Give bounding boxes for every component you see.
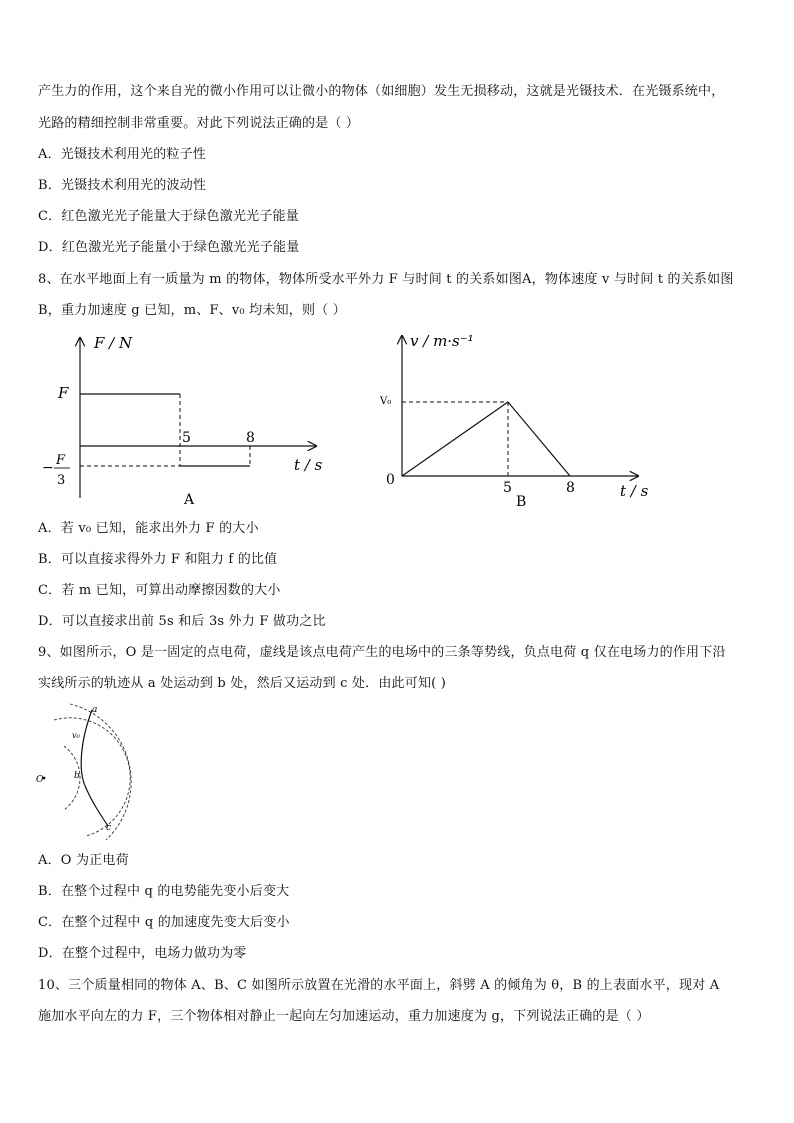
q9-option-a: A．O 为正电荷 — [38, 853, 129, 868]
q9-line2: 实线所示的轨迹从 a 处运动到 b 处，然后又运动到 c 处．由此可知( ) — [38, 676, 447, 691]
label-c: c — [106, 823, 112, 833]
figb-peak-label: V₀ — [380, 396, 392, 407]
figa-low-den: 3 — [57, 473, 66, 488]
q8-line2: B，重力加速度 g 已知，m、F、v₀ 均未知，则（ ） — [38, 303, 346, 318]
figa-level-high: F — [58, 384, 69, 402]
q7-line1: 产生力的作用，这个来自光的微小作用可以让微小的物体（如细胞）发生无损移动，这就是光镊技术．在光镊系统中， — [38, 84, 725, 99]
figb-tick-8: 8 — [566, 480, 575, 496]
figa-tick-8: 8 — [246, 430, 255, 446]
q8-line1: 8、在水平地面上有一质量为 m 的物体，物体所受水平外力 F 与时间 t 的关系如图A，物体速度 v 与时间 t 的关系如图 — [38, 272, 734, 287]
figure-b-velocity-time — [380, 326, 660, 512]
figb-decel-segment — [508, 402, 570, 476]
figure-equipotential-trajectory — [36, 702, 136, 842]
q7-option-d: D．红色激光光子能量小于绿色激光光子能量 — [38, 240, 300, 255]
q9-option-c: C．在整个过程中 q 的加速度先变大后变小 — [38, 915, 290, 930]
q10-line2: 施加水平向左的力 F，三个物体相对静止一起向左匀加速运动，重力加速度为 g，下列说法正确的是（ ） — [38, 1009, 650, 1024]
q8-option-a: A．若 v₀ 已知，能求出外力 F 的大小 — [38, 521, 259, 536]
label-v0: v₀ — [72, 731, 80, 740]
label-o: O — [36, 775, 44, 785]
figa-y-label: F / N — [94, 334, 133, 352]
q7-option-a: A．光镊技术利用光的粒子性 — [38, 147, 206, 162]
label-b: b — [74, 771, 80, 781]
figa-tick-5: 5 — [182, 430, 191, 446]
equipotential-middle — [54, 718, 130, 836]
q7-line2: 光路的精细控制非常重要。对此下列说法正确的是（ ） — [38, 116, 360, 131]
q7-option-c: C．红色激光光子能量大于绿色激光光子能量 — [38, 209, 299, 224]
figb-accel-segment — [402, 402, 508, 476]
figa-low-sign: − — [42, 460, 54, 476]
figb-caption: B — [516, 494, 527, 510]
figb-x-label: t / s — [620, 482, 649, 500]
figb-origin: 0 — [386, 472, 395, 488]
figb-y-label: v / m·s⁻¹ — [410, 332, 474, 350]
figb-tick-5: 5 — [503, 480, 512, 496]
q9-option-d: D．在整个过程中，电场力做功为零 — [38, 946, 247, 961]
q8-option-d: D．可以直接求出前 5s 和后 3s 外力 F 做功之比 — [38, 614, 326, 629]
figure-a-force-time — [40, 330, 340, 510]
q9-option-b: B．在整个过程中 q 的电势能先变小后变大 — [38, 884, 290, 899]
trajectory — [81, 710, 108, 826]
figa-low-num: F — [56, 453, 66, 468]
label-a: a — [92, 705, 98, 715]
figa-x-label: t / s — [294, 456, 323, 474]
q7-option-b: B．光镊技术利用光的波动性 — [38, 178, 207, 193]
q10-line1: 10、三个质量相同的物体 A、B、C 如图所示放置在光滑的水平面上，斜劈 A 的倾角为 θ，B 的上表面水平，现对 A — [38, 978, 720, 993]
q8-option-c: C．若 m 已知，可算出动摩擦因数的大小 — [38, 583, 281, 598]
q9-line1: 9、如图所示，O 是一固定的点电荷，虚线是该点电荷产生的电场中的三条等势线，负点电荷 q 仅在电场力的作用下沿 — [38, 645, 726, 660]
q8-option-b: B．可以直接求得外力 F 和阻力 f 的比值 — [38, 552, 278, 567]
figa-caption: A — [184, 492, 195, 508]
